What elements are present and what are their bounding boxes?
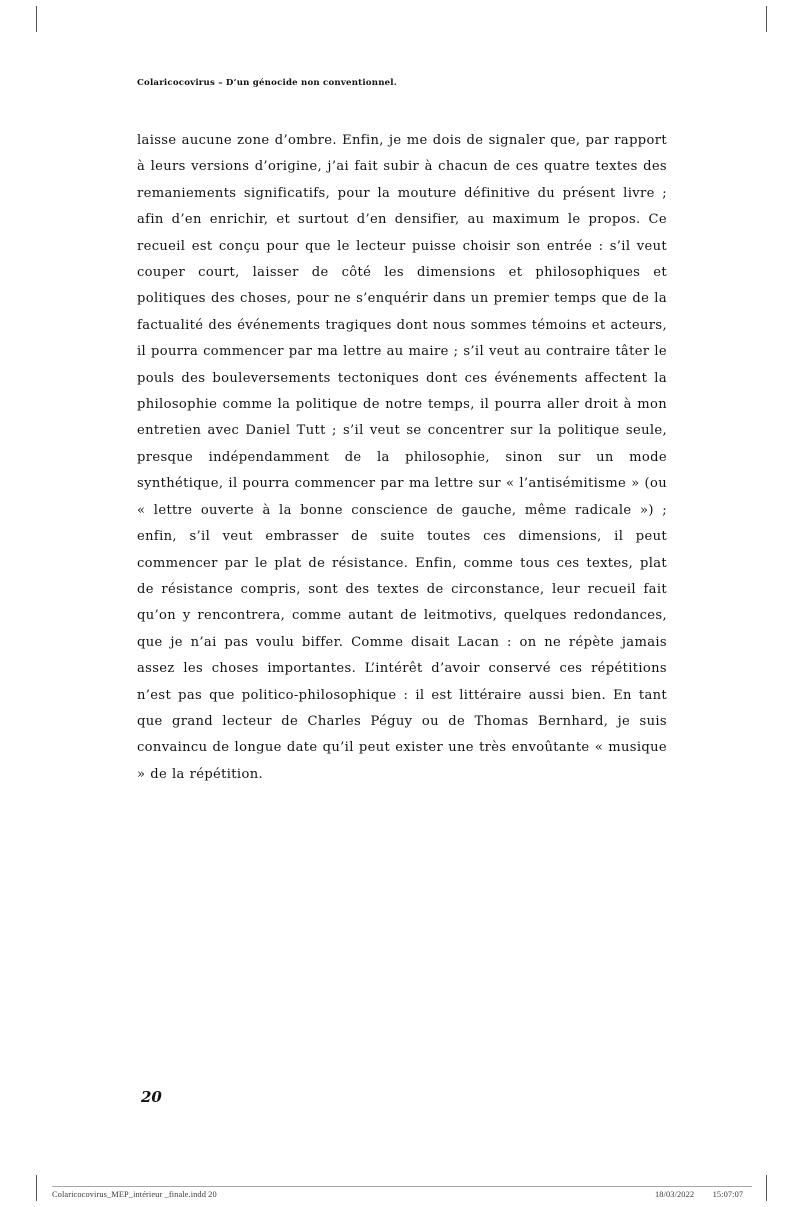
footer-time: 15:07:07 [712, 1190, 744, 1199]
running-head: Colaricocovirus – D’un génocide non conventionnel. [137, 78, 397, 88]
body-text-block [137, 128, 667, 788]
crop-mark-top-right [766, 6, 767, 32]
crop-mark-top-left [36, 6, 37, 32]
crop-mark-bottom-right [766, 1175, 767, 1201]
footer-date: 18/03/2022 [655, 1190, 695, 1199]
footer-timestamp [655, 1190, 743, 1199]
footer-divider [52, 1186, 752, 1187]
page-number: 20 [141, 1088, 162, 1106]
body-paragraph: laisse aucune zone d’ombre. Enfin, je me dois de signaler que, par rapport à leurs versions d’origine, j’ai fait subir à chacun de ces quatre textes des remaniements significatifs, pour la mouture définitive du présent livre ; afin d’en enrichir, et surtout d’en densifier, au maximum le propos. Ce recueil est conçu pour que le lecteur puisse choisir son entrée : s’il veut couper court, laisser de côté les dimensions et philosophiques et politiques des choses, pour ne s’enquérir dans un premier temps que de la factualité des événements tragiques dont nous sommes témoins et acteurs, il pourra commencer par ma lettre au maire ; s’il veut au contraire tâter le pouls des bouleversements tectoniques dont ces événements affectent la philosophie comme la politique de notre temps, il pourra aller droit à mon entretien avec Daniel Tutt ; s’il veut se concentrer sur la politique seule, presque indépendamment de la philosophie, sinon sur un mode synthétique, il pourra commencer par ma lettre sur « l’antisémitisme » (ou « lettre ouverte à la bonne conscience de gauche, même radicale ») ; enfin, s’il veut embrasser de suite toutes ces dimensions, il peut commencer par le plat de résistance. Enfin, comme tous ces textes, plat de résistance compris, sont des textes de circonstance, leur recueil fait qu’on y rencontrera, comme autant de leitmotivs, quelques redondances, que je n’ai pas voulu biffer. Comme disait Lacan : on ne répète jamais assez les choses importantes. L’intérêt d’avoir conservé ces répétitions n’est pas que politico-philosophique : il est littéraire aussi bien. En tant que grand lecteur de Charles Péguy ou de Thomas Bernhard, je suis convaincu de longue date qu’il peut exister une très envoûtante « musique » de la répétition. [137, 133, 667, 782]
crop-mark-bottom-left [36, 1175, 37, 1201]
footer-file-info: Colaricocovirus_MEP_intérieur _finale.indd 20 [52, 1190, 217, 1199]
